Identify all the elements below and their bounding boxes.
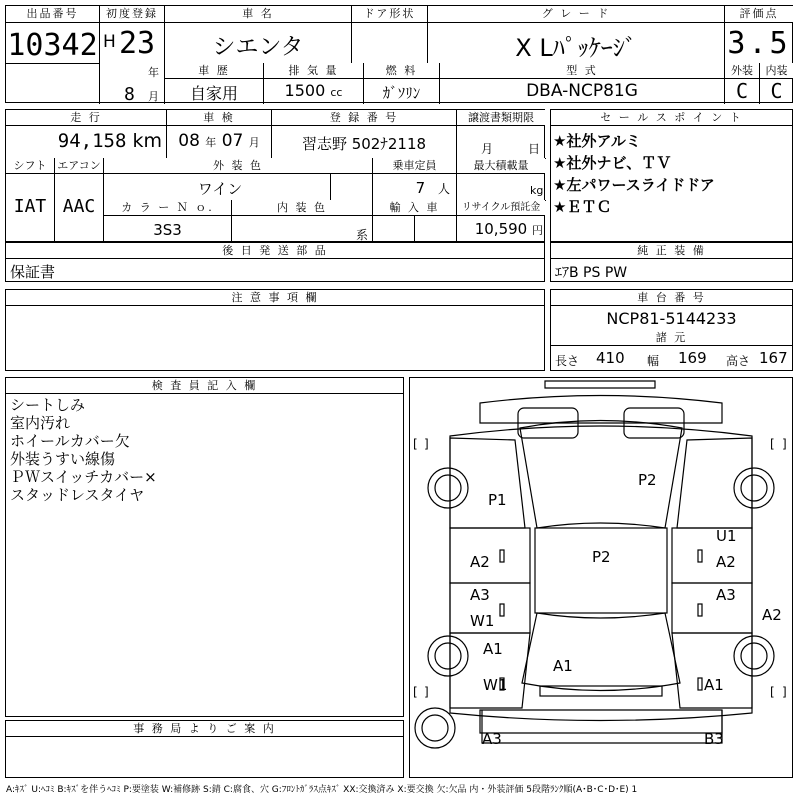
parts-label: 後 日 発 送 部 品 [6,243,544,259]
lot-label: 出品番号 [6,6,99,23]
load-label: 最大積載量 [457,158,545,174]
capacity-value: 7 [415,179,426,197]
damage-mark: W1 [470,612,495,630]
lot-number: 10342 [7,28,98,63]
inspector-item: 室内汚れ [10,414,71,432]
exterior-score: C [735,79,749,103]
notes-block [5,289,545,371]
svg-text:]: ] [424,685,429,699]
damage-mark: A2 [716,553,736,571]
capacity-unit: 人 [437,182,450,196]
ext-color-label: 外 装 色 [104,158,372,174]
recycle-value: 10,590 [474,220,528,238]
header-block [5,5,793,103]
parts-block [5,242,545,282]
chassis-block [550,289,793,371]
damage-mark: B3 [704,730,724,748]
dims-length: 410 [596,349,625,367]
legend: A:ｷｽﾞ U:ﾍｺﾐ B:ｷｽﾞを伴うﾍｺﾐ P:要塗装 W:補修跡 S:錆 C:腐食、穴 G:ﾌﾛﾝﾄｶﾞﾗｽ点ｷｽﾞ XX:交換済み X:要交換 欠:欠品 内・外装評価 5段階ﾗﾝｸ順(A･B･C･D･E) 1 [6,785,638,795]
office-label: 事 務 局 よ り ご 案 内 [6,721,403,737]
interior-score: C [770,79,783,103]
ac-label: エアコン [55,158,103,174]
spec-block [5,109,545,242]
chassis-label: 車 台 番 号 [551,290,792,306]
svg-text:[: [ [413,685,418,699]
sales-item: ★左パワースライドドア [553,176,715,194]
damage-mark: A3 [470,586,490,604]
int-color-unit: 系 [356,228,369,242]
svg-text:]: ] [782,685,787,699]
grade-label: グ レ ー ド [428,6,724,23]
recycle [457,220,545,238]
svg-text:]: ] [424,437,429,451]
damage-mark: W1 [483,676,508,694]
damage-mark: A3 [716,586,736,604]
plate: 習志野 502ﾅ2118 [301,135,427,153]
damage-mark: A3 [482,730,502,748]
recycle-unit: 円 [532,224,543,237]
color-no-label: カ ラ ー Ｎ ｏ. [104,200,231,216]
dims-length-label: 長さ [555,354,580,368]
inspection [167,131,271,151]
int-color-label: 内 装 色 [232,200,372,216]
damage-mark: A1 [483,640,503,658]
equipment-label: 純 正 装 備 [551,243,792,259]
deadline-label: 譲渡書類期限 [457,110,545,126]
fuel-label: 燃 料 [364,63,439,79]
notes-label: 注 意 事 項 欄 [6,290,544,306]
load-unit: kg [530,184,544,197]
sales-points [550,109,793,242]
dims-width-label: 幅 [647,354,660,368]
damage-mark: P2 [638,471,657,489]
sales-item: ★ＥＴＣ [553,198,612,216]
inspector-item: シートしみ [10,396,86,414]
year-unit: 年 [148,66,159,79]
shift: IAT [13,196,47,217]
office-block [5,720,404,778]
score-label: 評価点 [725,6,793,23]
exterior-label: 外装 [725,63,759,79]
displacement-value: 1500 [284,81,326,100]
damage-mark: A2 [470,553,490,571]
interior-label: 内装 [760,63,793,79]
inspector-item: ＰＷスイッチカバー× [10,468,157,486]
plate-label: 登 録 番 号 [272,110,456,126]
sales-item: ★社外ナビ、ＴＶ [553,154,672,172]
displacement-label: 排 気 量 [264,63,363,79]
capacity [373,179,456,197]
insp-year-unit: 年 [205,136,217,149]
mileage [6,130,166,152]
insp-year: 08 [178,131,200,151]
deadline-day-unit: 日 [528,142,541,156]
month-unit: 月 [148,90,159,103]
shift-label: シフト [6,158,54,174]
recycle-label: リサイクル預託金 [457,200,545,216]
first-reg-label: 初度登録 [100,6,164,23]
car-name-label: 車 名 [165,6,351,23]
sales-label: セ ー ル ス ポ イ ン ト [551,110,792,126]
history: 自家用 [189,84,238,103]
dims-label: 諸 元 [551,330,792,346]
insp-month: 07 [221,131,244,151]
mileage-unit: km [132,130,162,152]
insp-month-unit: 月 [248,136,260,149]
ac: AAC [62,196,96,217]
capacity-label: 乗車定員 [373,158,456,174]
damage-mark: U1 [716,527,737,545]
svg-text:[: [ [413,437,418,451]
damage-mark: A1 [704,676,724,694]
car-name: シエンタ [212,34,304,60]
mileage-label: 走 行 [6,110,166,126]
inspector-item: 外装うすい線傷 [10,450,116,468]
inspector-list [10,396,400,504]
inspection-label: 車 検 [167,110,271,126]
inspector-item: ホイールカバー欠 [10,432,130,450]
score: 3.5 [727,26,791,61]
parts-value: 保証書 [10,263,56,281]
history-label: 車 歴 [165,63,263,79]
ext-color: ワイン [197,180,243,198]
mileage-value: 94,158 [57,130,127,152]
svg-text:[: [ [770,685,775,699]
model: DBA-NCP81G [526,81,638,101]
era: H [103,32,116,52]
svg-text:]: ] [782,437,787,451]
reg-month: 8 [124,84,135,105]
chassis-number: NCP81-5144233 [606,309,737,328]
deadline-month-unit: 月 [481,142,494,156]
sales-item: ★社外アルミ [553,132,641,150]
displacement-unit: cc [330,86,343,99]
grade: X Lﾊﾟｯｹｰｼﾞ [515,34,637,62]
fuel: ｶﾞｿﾘﾝ [382,84,421,102]
damage-mark: P2 [592,548,611,566]
damage-mark: A2 [762,606,782,624]
dims-height: 167 [759,349,788,367]
equipment-block [550,242,793,282]
damage-mark: P1 [488,491,507,509]
import-label: 輸 入 車 [373,200,456,216]
dims-width: 169 [678,349,707,367]
car-diagram-svg [410,378,792,777]
inspector-item: スタッドレスタイヤ [10,486,145,504]
dims-height-label: 高さ [726,354,751,368]
color-no: 3S3 [153,221,182,239]
equipment-value: ｴｱB PS PW [555,265,628,281]
svg-text:[: [ [770,437,775,451]
reg-year: 23 [119,26,156,61]
car-diagram [409,377,793,778]
damage-mark: A1 [553,657,573,675]
sales-list [553,130,791,218]
inspector-label: 検 査 員 記 入 欄 [6,378,403,394]
inspector-block [5,377,404,717]
displacement [264,81,363,100]
model-label: 型 式 [440,63,724,79]
door-label: ドア形状 [352,6,427,23]
